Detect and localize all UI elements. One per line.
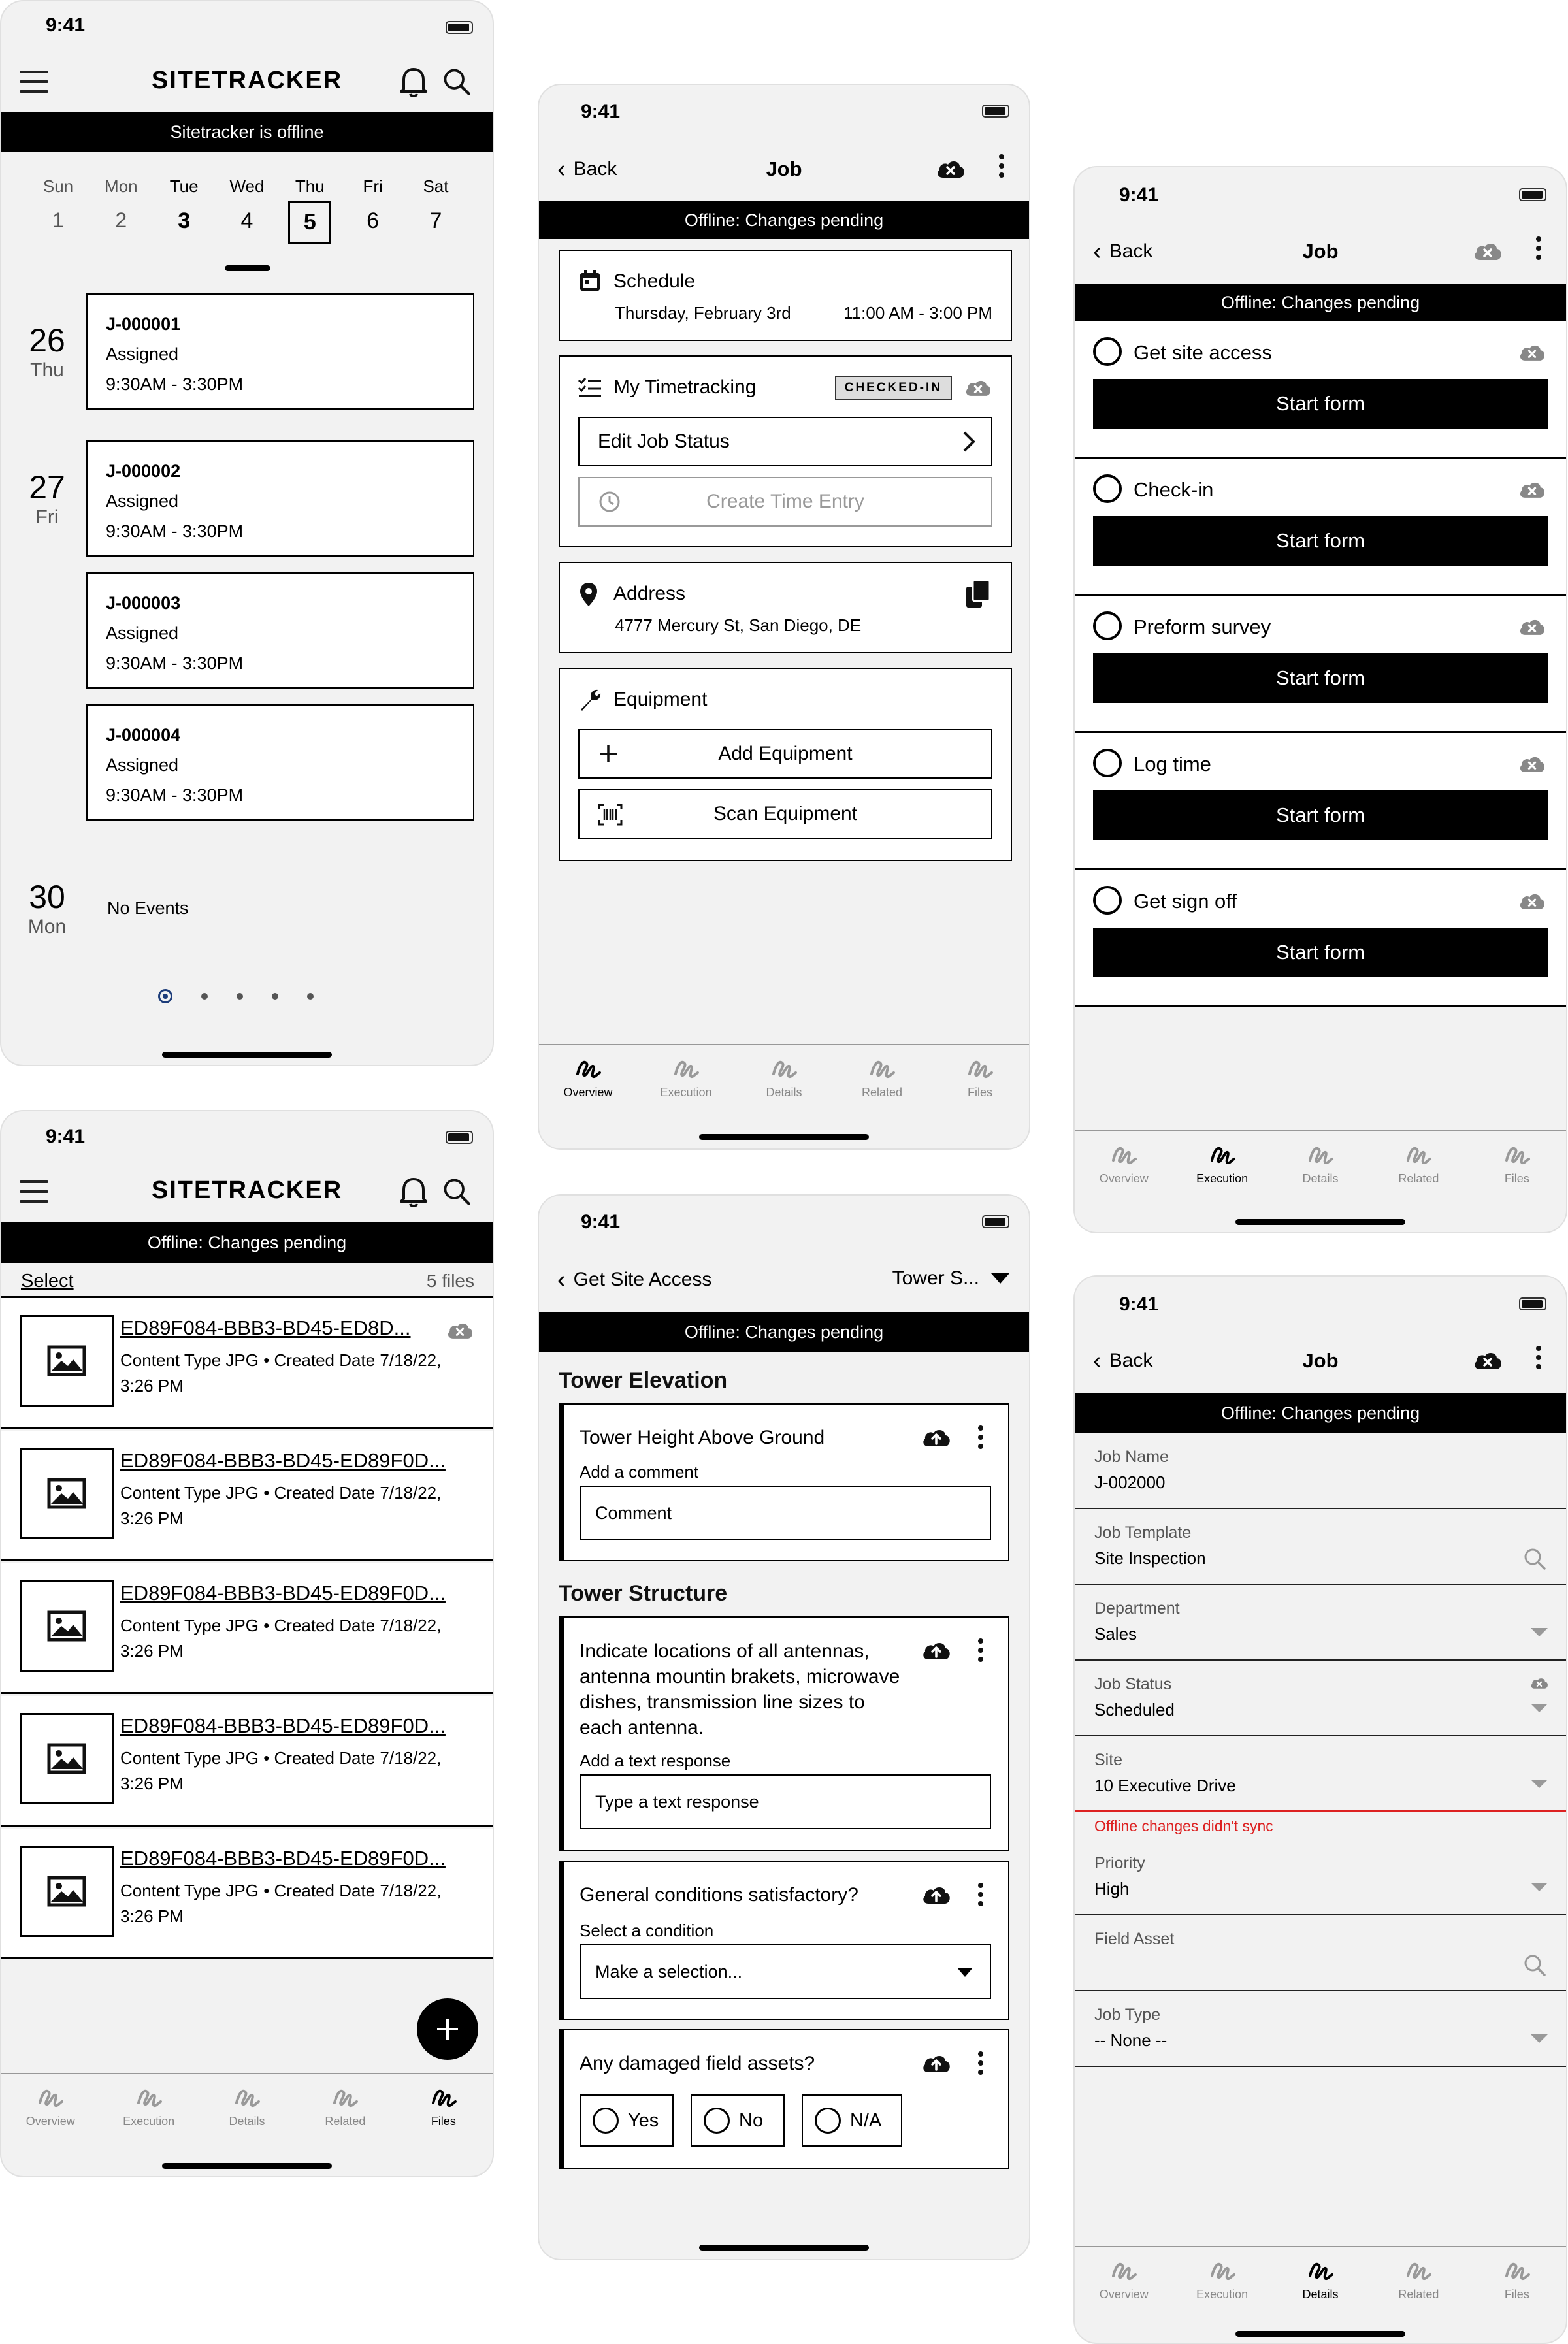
task-radio[interactable]: [1093, 474, 1122, 503]
page-title: Job: [1302, 240, 1339, 263]
image-icon: [47, 1743, 86, 1774]
option-radio: [593, 2108, 619, 2134]
cloud-offline-icon[interactable]: [1518, 753, 1546, 775]
file-meta: Content Type JPG • Created Date 7/18/22, 3:26 PM: [120, 1616, 442, 1661]
sync-error-text: Offline changes didn't sync: [1094, 1817, 1273, 1834]
question-card: [559, 1861, 1009, 2020]
status-bar: [1, 1, 493, 48]
plus-icon: [434, 2016, 461, 2042]
more-icon[interactable]: [1536, 1346, 1541, 1373]
image-icon: [47, 1478, 86, 1509]
field-department[interactable]: Department Sales: [1075, 1585, 1566, 1661]
home-indicator: [699, 2245, 869, 2251]
week-strip: [27, 176, 466, 244]
more-icon[interactable]: [978, 1883, 983, 1910]
file-item[interactable]: [1, 1298, 493, 1429]
day-thu-selected[interactable]: Thu 5: [279, 176, 340, 244]
tab-details[interactable]: Details: [735, 1045, 833, 1109]
site-access-form-screen: [538, 1194, 1030, 2260]
question-card: [559, 1616, 1009, 1851]
battery-icon: [1519, 188, 1546, 201]
equipment-card: [559, 668, 1012, 861]
question-card: [559, 1403, 1009, 1561]
status-bar: [1075, 1277, 1566, 1329]
nav-header: [1075, 220, 1566, 284]
copy-icon[interactable]: [964, 579, 992, 610]
image-icon: [47, 1876, 86, 1907]
chevron-down-icon: [1531, 1780, 1548, 1788]
date-group-26: 26 Thu: [29, 322, 65, 381]
tab-details[interactable]: Details: [198, 2074, 296, 2138]
image-thumbnail: [20, 1713, 114, 1804]
question-label: Tower Height Above Ground: [580, 1427, 825, 1448]
start-form-button[interactable]: Start form: [1093, 928, 1548, 977]
calendar-screen: [0, 0, 494, 1066]
sitetracker-icon: [770, 1054, 798, 1083]
tab-bar: [1075, 2246, 1566, 2311]
file-name[interactable]: ED89F084-BBB3-BD45-ED89F0D...: [120, 1847, 446, 1870]
page-indicator: [158, 989, 314, 1003]
field-priority[interactable]: Priority High: [1075, 1840, 1566, 1915]
image-thumbnail: [20, 1846, 114, 1937]
job-card[interactable]: J-000002 Assigned 9:30AM - 3:30PM: [86, 440, 474, 557]
files-toolbar: [1, 1263, 493, 1298]
cloud-offline-icon[interactable]: [1472, 1348, 1503, 1372]
option-radio: [704, 2108, 730, 2134]
search-icon[interactable]: [1522, 1952, 1548, 1978]
page-dot-active[interactable]: [158, 989, 172, 1003]
image-icon: [47, 1345, 86, 1376]
task-item: [1075, 596, 1566, 733]
more-icon[interactable]: [978, 1425, 983, 1453]
section-title: Tower Elevation: [559, 1368, 728, 1393]
question-hint: Add a text response: [580, 1751, 731, 1770]
battery-icon: [982, 105, 1009, 118]
task-label: Get sign off: [1134, 890, 1237, 913]
tower-selector[interactable]: Tower S...: [892, 1267, 1009, 1290]
location-pin-icon: [578, 581, 599, 608]
page-dot[interactable]: [201, 993, 208, 1000]
sitetracker-icon: [966, 1054, 994, 1083]
chevron-down-icon: [1531, 2034, 1548, 2043]
tab-execution[interactable]: Execution: [99, 2074, 197, 2138]
cloud-offline-icon[interactable]: [446, 1319, 474, 1341]
back-button[interactable]: ‹ Back: [557, 155, 617, 183]
status-bar: [1075, 167, 1566, 220]
sitetracker-icon: [672, 1054, 700, 1083]
tab-details[interactable]: Details: [1271, 2247, 1369, 2311]
equipment-label: Equipment: [613, 689, 708, 710]
day-sat[interactable]: Sat 7: [423, 176, 449, 233]
option-yes[interactable]: Yes: [580, 2094, 674, 2147]
option-na[interactable]: N/A: [802, 2094, 902, 2147]
schedule-label: Schedule: [613, 270, 696, 292]
task-label: Get site access: [1134, 341, 1272, 364]
files-screen: [0, 1110, 494, 2177]
no-events-text: No Events: [107, 898, 189, 918]
tab-files[interactable]: Files: [1468, 2247, 1566, 2311]
task-item: [1075, 870, 1566, 1007]
section-title: Tower Structure: [559, 1581, 728, 1606]
offline-banner: Offline: Changes pending: [1075, 284, 1566, 321]
tab-execution[interactable]: Execution: [1173, 2247, 1271, 2311]
home-indicator: [1235, 2331, 1405, 2337]
status-time: 9:41: [581, 101, 621, 122]
sitetracker-icon: [1109, 2256, 1138, 2285]
app-header: [1, 48, 493, 112]
battery-icon: [446, 1131, 473, 1144]
task-radio[interactable]: [1093, 337, 1122, 366]
page-title: Job: [766, 157, 802, 180]
tab-bar: [1075, 1130, 1566, 1196]
caret-down-icon: [957, 1968, 973, 1977]
day-mon[interactable]: Mon 2: [105, 176, 138, 232]
tab-overview[interactable]: Overview: [1075, 1131, 1173, 1196]
comment-input[interactable]: Comment: [580, 1486, 991, 1540]
home-indicator: [1235, 1219, 1405, 1225]
offline-banner: Offline: Changes pending: [539, 1312, 1029, 1352]
image-thumbnail: [20, 1580, 114, 1672]
cloud-offline-icon[interactable]: [1472, 239, 1503, 263]
sitetracker-icon: [233, 2083, 261, 2112]
option-radio: [815, 2108, 841, 2134]
search-icon[interactable]: [1522, 1546, 1548, 1572]
date-group-27: 27 Fri: [29, 469, 65, 528]
schedule-date: Thursday, February 3rd: [615, 303, 791, 323]
plus-icon: [598, 743, 619, 764]
home-indicator: [162, 2163, 332, 2169]
question-card: [559, 2029, 1009, 2169]
field-job-type[interactable]: Job Type -- None --: [1075, 1991, 1566, 2067]
sitetracker-icon: [135, 2083, 163, 2112]
chevron-down-icon: [1531, 1628, 1548, 1636]
image-thumbnail: [20, 1315, 114, 1407]
page-dot[interactable]: [272, 993, 278, 1000]
file-item[interactable]: [1, 1829, 493, 1959]
task-label: Log time: [1134, 753, 1211, 775]
job-card[interactable]: J-000004 Assigned 9:30AM - 3:30PM: [86, 704, 474, 821]
file-count: 5 files: [426, 1271, 474, 1291]
back-button[interactable]: ‹ Back: [1093, 237, 1153, 265]
start-form-button[interactable]: Start form: [1093, 790, 1548, 840]
address-card: [559, 562, 1012, 653]
file-meta: Content Type JPG • Created Date 7/18/22, 3:26 PM: [120, 1748, 442, 1793]
schedule-time: 11:00 AM - 3:00 PM: [843, 303, 992, 323]
nav-header: [539, 1248, 1029, 1312]
field-site[interactable]: Site 10 Executive Drive: [1075, 1736, 1566, 1812]
sitetracker-icon: [868, 1054, 896, 1083]
home-indicator: [162, 1052, 332, 1058]
menu-icon[interactable]: [20, 1180, 48, 1203]
file-meta: Content Type JPG • Created Date 7/18/22, 3:26 PM: [120, 1483, 442, 1528]
back-button[interactable]: ‹ Get Site Access: [557, 1265, 712, 1294]
cloud-offline-icon[interactable]: [964, 376, 992, 399]
job-overview-screen: [538, 84, 1030, 1150]
sitetracker-icon: [331, 2083, 359, 2112]
offline-banner: Offline: Changes pending: [539, 201, 1029, 239]
page-title: Job: [1302, 1349, 1339, 1372]
tab-overview[interactable]: Overview: [1075, 2247, 1173, 2311]
tab-related[interactable]: Related: [833, 1045, 931, 1109]
tab-details[interactable]: Details: [1271, 1131, 1369, 1196]
more-icon[interactable]: [1536, 236, 1541, 264]
image-thumbnail: [20, 1448, 114, 1539]
day-tue[interactable]: Tue 3: [169, 176, 199, 233]
sitetracker-icon: [574, 1054, 602, 1083]
start-form-button[interactable]: Start form: [1093, 379, 1548, 429]
sitetracker-icon: [429, 2083, 458, 2112]
field-job-status[interactable]: Job Status Scheduled: [1075, 1661, 1566, 1736]
week-drag-handle[interactable]: [225, 265, 270, 271]
task-radio[interactable]: [1093, 886, 1122, 915]
search-icon[interactable]: [440, 1174, 473, 1209]
status-bar: [1, 1111, 493, 1158]
tab-files[interactable]: Files: [395, 2074, 493, 2138]
tab-related[interactable]: Related: [1369, 1131, 1467, 1196]
chevron-down-icon: [1531, 1704, 1548, 1712]
sitetracker-icon: [1208, 2256, 1237, 2285]
start-form-button[interactable]: Start form: [1093, 653, 1548, 703]
cloud-upload-icon[interactable]: [921, 1425, 952, 1449]
cloud-offline-icon[interactable]: [1529, 1675, 1549, 1691]
option-no[interactable]: No: [691, 2094, 785, 2147]
cloud-offline-icon[interactable]: [1518, 341, 1546, 363]
task-label: Check-in: [1134, 478, 1214, 501]
file-item[interactable]: [1, 1563, 493, 1694]
job-execution-screen: [1073, 166, 1567, 1233]
sitetracker-icon: [1306, 1141, 1335, 1169]
image-icon: [47, 1610, 86, 1642]
status-time: 9:41: [1119, 184, 1159, 206]
status-time: 9:41: [46, 1126, 86, 1147]
cloud-offline-icon[interactable]: [935, 157, 966, 180]
sitetracker-icon: [1503, 2256, 1531, 2285]
scan-equipment-button[interactable]: Scan Equipment: [578, 789, 992, 839]
question-hint: Select a condition: [580, 1921, 714, 1940]
file-item[interactable]: [1, 1431, 493, 1561]
day-sun[interactable]: Sun 1: [42, 176, 74, 232]
select-link[interactable]: Select: [21, 1271, 74, 1292]
search-icon[interactable]: [440, 64, 473, 99]
nav-header: [539, 137, 1029, 201]
chevron-down-icon: [1531, 1883, 1548, 1891]
edit-job-status-button[interactable]: Edit Job Status: [578, 417, 992, 466]
text-response-input[interactable]: Type a text response: [580, 1774, 991, 1829]
checklist-icon: [577, 376, 603, 399]
sitetracker-icon: [36, 2083, 65, 2112]
question-label: Any damaged field assets?: [580, 2053, 815, 2074]
battery-icon: [446, 21, 473, 34]
more-icon[interactable]: [978, 1638, 983, 1666]
address-label: Address: [613, 583, 686, 604]
sitetracker-icon: [1109, 1141, 1138, 1169]
create-time-entry-button[interactable]: Create Time Entry: [578, 477, 992, 527]
timetracking-label: My Timetracking: [613, 376, 757, 398]
status-bar: [539, 1196, 1029, 1248]
status-time: 9:41: [46, 14, 86, 36]
app-logo: SITETRACKER: [151, 1176, 343, 1204]
tab-bar: [539, 1044, 1029, 1109]
field-job-template[interactable]: Job Template Site Inspection: [1075, 1509, 1566, 1585]
task-item: [1075, 459, 1566, 596]
nav-header: [1075, 1329, 1566, 1393]
file-item[interactable]: [1, 1696, 493, 1827]
tab-execution[interactable]: Execution: [637, 1045, 735, 1109]
job-details-screen: [1073, 1275, 1567, 2344]
condition-select[interactable]: Make a selection...: [580, 1944, 991, 1999]
barcode-scan-icon: [598, 804, 623, 826]
cloud-offline-icon[interactable]: [1518, 478, 1546, 500]
page-dot[interactable]: [237, 993, 243, 1000]
page-dot[interactable]: [307, 993, 314, 1000]
caret-down-icon: [991, 1273, 1009, 1284]
add-equipment-button[interactable]: Add Equipment: [578, 729, 992, 779]
tab-bar: [1, 2073, 493, 2138]
timetracking-card: [559, 355, 1012, 547]
file-meta: Content Type JPG • Created Date 7/18/22, 3:26 PM: [120, 1881, 442, 1926]
file-name[interactable]: ED89F084-BBB3-BD45-ED8D...: [120, 1316, 411, 1339]
tab-related[interactable]: Related: [296, 2074, 394, 2138]
job-card[interactable]: J-000003 Assigned 9:30AM - 3:30PM: [86, 572, 474, 689]
question-hint: Add a comment: [580, 1462, 699, 1482]
tab-execution[interactable]: Execution: [1173, 1131, 1271, 1196]
question-label: Indicate locations of all antennas, antenna mountin brakets, microwave dishes, transmission line sizes to each antenna.: [580, 1640, 900, 1738]
file-name[interactable]: ED89F084-BBB3-BD45-ED89F0D...: [120, 1449, 446, 1472]
file-name[interactable]: ED89F084-BBB3-BD45-ED89F0D...: [120, 1714, 446, 1737]
field-job-name[interactable]: Job Name J-002000: [1075, 1433, 1566, 1509]
sitetracker-icon: [1503, 1141, 1531, 1169]
clock-icon: [598, 490, 621, 513]
menu-icon[interactable]: [20, 71, 48, 93]
status-time: 9:41: [1119, 1294, 1159, 1315]
more-icon[interactable]: [999, 154, 1004, 182]
task-item: [1075, 733, 1566, 870]
cloud-upload-icon[interactable]: [921, 1638, 952, 1662]
home-indicator: [699, 1134, 869, 1140]
date-group-30: 30 Mon: [27, 879, 67, 937]
start-form-button[interactable]: Start form: [1093, 516, 1548, 566]
status-time: 9:41: [581, 1211, 621, 1233]
cloud-upload-icon[interactable]: [921, 2051, 952, 2075]
cloud-offline-icon[interactable]: [1518, 615, 1546, 638]
field-field-asset[interactable]: Field Asset: [1075, 1915, 1566, 1991]
sitetracker-icon: [1404, 2256, 1433, 2285]
sitetracker-icon: [1404, 1141, 1433, 1169]
app-logo: SITETRACKER: [151, 66, 343, 94]
status-bar: [539, 85, 1029, 137]
file-meta: Content Type JPG • Created Date 7/18/22, 3:26 PM: [120, 1350, 442, 1395]
checked-in-badge: CHECKED-IN: [835, 376, 952, 400]
offline-banner: Sitetracker is offline: [1, 112, 493, 152]
task-radio[interactable]: [1093, 749, 1122, 777]
offline-banner: Offline: Changes pending: [1, 1222, 493, 1263]
sitetracker-icon: [1208, 1141, 1237, 1169]
tab-files[interactable]: Files: [1468, 1131, 1566, 1196]
tab-files[interactable]: Files: [931, 1045, 1029, 1109]
wrench-icon: [578, 687, 603, 712]
calendar-icon: [578, 269, 602, 293]
battery-icon: [982, 1215, 1009, 1228]
cloud-offline-icon[interactable]: [1518, 890, 1546, 912]
more-icon[interactable]: [978, 2051, 983, 2079]
tab-related[interactable]: Related: [1369, 2247, 1467, 2311]
app-header: [1, 1158, 493, 1222]
tab-overview[interactable]: Overview: [539, 1045, 637, 1109]
bell-icon[interactable]: [397, 64, 430, 99]
chevron-right-icon: [961, 430, 977, 453]
schedule-card: [559, 250, 1012, 341]
sitetracker-icon: [1306, 2256, 1335, 2285]
day-fri[interactable]: Fri 6: [363, 176, 383, 233]
battery-icon: [1519, 1297, 1546, 1310]
address-value: 4777 Mercury St, San Diego, DE: [615, 615, 862, 635]
task-item: [1075, 321, 1566, 459]
add-file-fab[interactable]: [417, 1998, 478, 2060]
cloud-upload-icon[interactable]: [921, 1883, 952, 1906]
offline-banner: Offline: Changes pending: [1075, 1393, 1566, 1433]
back-button[interactable]: ‹ Back: [1093, 1346, 1153, 1375]
file-name[interactable]: ED89F084-BBB3-BD45-ED89F0D...: [120, 1582, 446, 1604]
job-card[interactable]: J-000001 Assigned 9:30AM - 3:30PM: [86, 293, 474, 410]
day-wed[interactable]: Wed 4: [229, 176, 265, 233]
question-label: General conditions satisfactory?: [580, 1884, 858, 1906]
task-label: Preform survey: [1134, 615, 1271, 638]
bell-icon[interactable]: [397, 1174, 430, 1209]
tab-overview[interactable]: Overview: [1, 2074, 99, 2138]
task-radio[interactable]: [1093, 611, 1122, 640]
